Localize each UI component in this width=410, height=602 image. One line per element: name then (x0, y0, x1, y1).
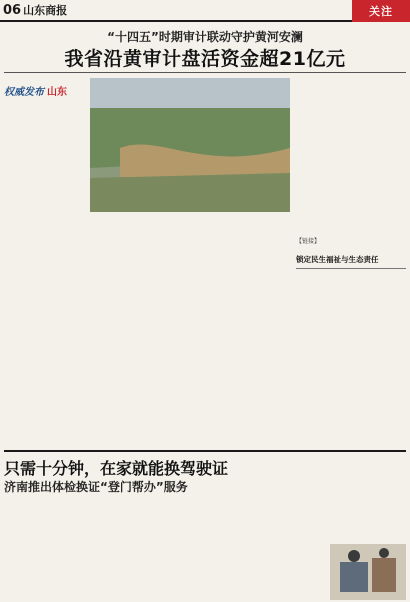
sidebar-label: 【链接】 (296, 238, 321, 245)
second-headline: 只需十分钟，在家就能换驾驶证 (4, 459, 229, 478)
page-number: 06 (3, 2, 22, 18)
column-logo (4, 80, 84, 114)
logo-text: 权威发布 (4, 87, 44, 98)
masthead (0, 0, 410, 22)
logo-sub: 山东 (47, 87, 67, 98)
second-subheadline: 济南推出体检换证“登门帮办”服务 (4, 480, 188, 494)
paper-name: 山东商报 (23, 4, 68, 17)
headline-rule (4, 72, 406, 73)
lead-photo-image (90, 78, 290, 212)
lead-kicker: “十四五”时期审计联动守护黄河安澜 (107, 30, 303, 44)
lead-photo (90, 78, 290, 212)
story-divider (4, 450, 406, 452)
section-tag: 关注 (352, 0, 410, 22)
second-photo (330, 544, 406, 600)
second-photo-image (330, 544, 406, 600)
sidebar-title: 锁定民生福祉与生态责任 (296, 255, 379, 264)
sidebar (296, 78, 406, 446)
lead-headline: 我省沿黄审计盘活资金超21亿元 (64, 48, 346, 70)
sidebar-rule (296, 268, 406, 269)
